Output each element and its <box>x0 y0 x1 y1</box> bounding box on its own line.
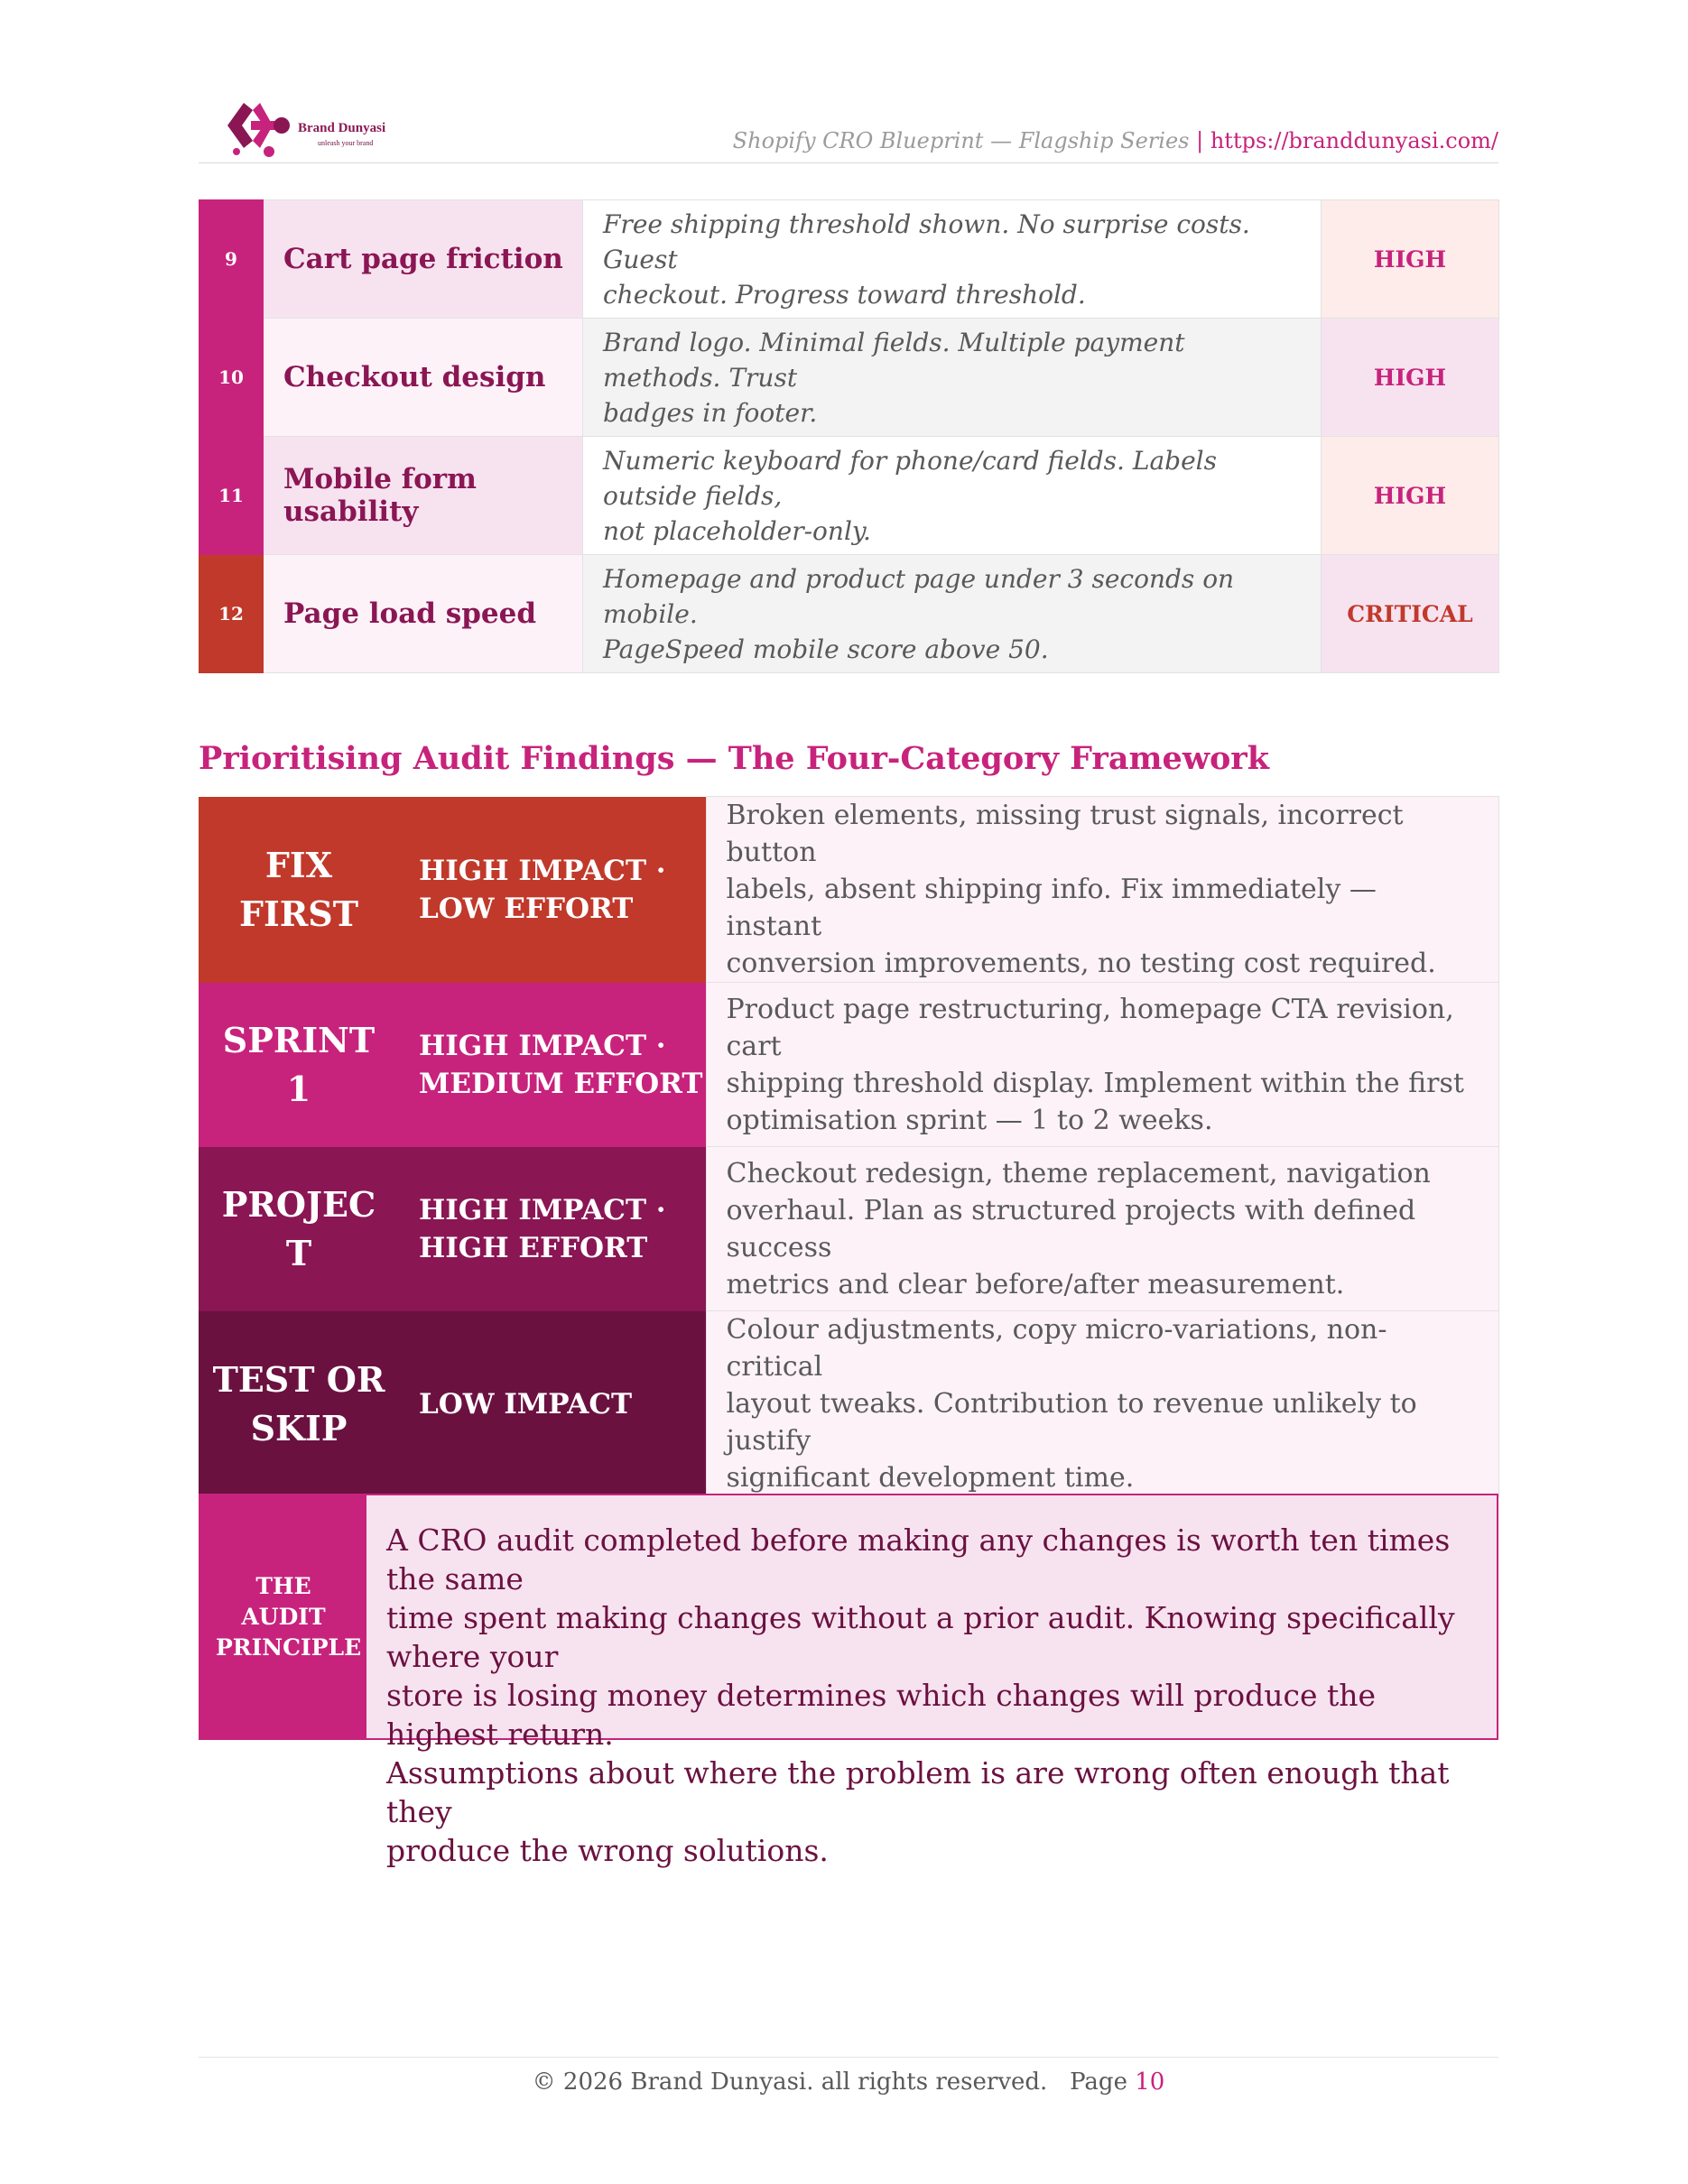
callout-label-line: THE <box>255 1572 311 1599</box>
description-line: significant development time. <box>726 1462 1135 1494</box>
category-line: FIRST <box>238 893 359 934</box>
row-number: 11 <box>199 437 264 555</box>
description-line: Broken elements, missing trust signals, incorrect button <box>726 800 1404 868</box>
table-row <box>199 319 1499 437</box>
description-line: metrics and clear before/after measurement. <box>726 1268 1345 1300</box>
impact-label <box>399 1311 706 1497</box>
brand-logo <box>217 96 415 159</box>
framework-row-fix-first <box>199 797 1498 983</box>
row-title: Cart page friction <box>264 200 583 319</box>
impact-line: LOW EFFORT <box>419 892 634 925</box>
page-header <box>199 90 1498 163</box>
category-line: SKIP <box>250 1407 348 1448</box>
category-description <box>706 983 1498 1147</box>
description-line: PageSpeed mobile score above 50. <box>603 634 1049 664</box>
description-line: checkout. Progress toward threshold. <box>603 279 1086 310</box>
description-line: labels, absent shipping info. Fix immediately — instant <box>726 874 1377 942</box>
description-line: not placeholder-only. <box>603 515 871 546</box>
page-number: 10 <box>1135 2068 1165 2096</box>
callout-text <box>386 1521 1479 1870</box>
header-series <box>733 128 1498 153</box>
description-line: conversion improvements, no testing cost required. <box>726 948 1436 979</box>
category-label <box>199 797 399 983</box>
series-title: Shopify CRO Blueprint — Flagship Series <box>732 128 1190 153</box>
category-description <box>706 1311 1498 1497</box>
callout-text-line: time spent making changes without a prior audit. Knowing specifically where your <box>386 1600 1455 1674</box>
page-footer <box>199 2057 1498 2096</box>
row-title: Checkout design <box>264 319 583 437</box>
section-heading: Prioritising Audit Findings — The Four-Category Framework <box>199 740 1269 777</box>
category-label <box>199 1147 399 1311</box>
description-line: Product page restructuring, homepage CTA revision, cart <box>726 993 1454 1062</box>
row-description <box>583 319 1322 437</box>
row-description <box>583 437 1322 555</box>
description-line: Brand logo. Minimal fields. Multiple payment methods. Trust <box>603 327 1185 393</box>
category-description <box>706 797 1498 983</box>
category-description <box>706 1147 1498 1311</box>
impact-line: HIGH IMPACT · <box>419 1193 666 1226</box>
category-line: FIX <box>264 844 333 885</box>
description-line: badges in footer. <box>603 397 818 428</box>
priority-badge: HIGH <box>1322 319 1499 437</box>
logo-tagline: unleash your brand <box>318 139 374 147</box>
priority-badge: HIGH <box>1322 200 1499 319</box>
category-line: T <box>285 1232 312 1273</box>
callout-label-line: PRINCIPLE <box>216 1633 362 1661</box>
description-line: Colour adjustments, copy micro-variations, non-critical <box>726 1314 1387 1383</box>
callout-text-line: A CRO audit completed before making any changes is worth ten times the same <box>386 1522 1451 1596</box>
row-description <box>583 555 1322 673</box>
callout-text-line: Assumptions about where the problem is are wrong often enough that they <box>386 1755 1450 1829</box>
category-line: PROJEC <box>221 1183 376 1225</box>
header-separator: | <box>1196 128 1204 153</box>
impact-label <box>399 797 706 983</box>
impact-line: HIGH EFFORT <box>419 1231 648 1264</box>
callout-text-line: produce the wrong solutions. <box>386 1833 829 1868</box>
table-row <box>199 555 1499 673</box>
row-number: 12 <box>199 555 264 673</box>
row-number: 9 <box>199 200 264 319</box>
description-line: shipping threshold display. Implement within the first <box>726 1067 1464 1099</box>
priority-badge: HIGH <box>1322 437 1499 555</box>
logo-name: Brand Dunyasi <box>298 121 386 135</box>
category-line: TEST OR <box>212 1358 385 1400</box>
framework-row-test-or-skip <box>199 1311 1498 1497</box>
framework-row-sprint-1 <box>199 983 1498 1147</box>
description-line: Free shipping threshold shown. No surprise costs. Guest <box>603 208 1250 274</box>
table-row <box>199 437 1499 555</box>
callout-label <box>200 1495 366 1738</box>
description-line: Homepage and product page under 3 seconds on mobile. <box>603 563 1235 629</box>
impact-label <box>399 983 706 1147</box>
row-title: Page load speed <box>264 555 583 673</box>
callout-text-line: store is losing money determines which changes will produce the highest return. <box>386 1678 1377 1752</box>
category-label <box>199 983 399 1147</box>
description-line: layout tweaks. Contribution to revenue unlikely to justify <box>726 1388 1417 1457</box>
impact-label <box>399 1147 706 1311</box>
description-line: overhaul. Plan as structured projects with defined success <box>726 1194 1416 1263</box>
category-line: SPRINT 1 <box>222 1019 376 1109</box>
framework-row-project <box>199 1147 1498 1311</box>
row-number: 10 <box>199 319 264 437</box>
priority-badge-critical: CRITICAL <box>1322 555 1499 673</box>
impact-line: MEDIUM EFFORT <box>419 1067 703 1100</box>
brand-logo-icon <box>217 96 300 159</box>
row-title: Mobile form usability <box>264 437 583 555</box>
impact-line: HIGH IMPACT · <box>419 1029 666 1062</box>
callout-label-line: AUDIT <box>241 1603 326 1630</box>
copyright-text: © 2026 Brand Dunyasi. all rights reserved. <box>532 2068 1048 2096</box>
impact-line: LOW IMPACT <box>419 1387 633 1421</box>
description-line: optimisation sprint — 1 to 2 weeks. <box>726 1104 1213 1136</box>
description-line: Numeric keyboard for phone/card fields. Labels outside fields, <box>603 445 1217 511</box>
category-label <box>199 1311 399 1497</box>
table-row <box>199 200 1499 319</box>
page-label: Page <box>1070 2068 1127 2096</box>
description-line: Checkout redesign, theme replacement, navigation <box>726 1157 1431 1189</box>
header-url-link[interactable]: https://branddunyasi.com/ <box>1210 128 1498 153</box>
audit-principle-callout <box>199 1494 1498 1868</box>
row-description <box>583 200 1322 319</box>
audit-checklist-table <box>199 199 1499 673</box>
framework-table <box>199 796 1499 1497</box>
impact-line: HIGH IMPACT · <box>419 854 666 887</box>
